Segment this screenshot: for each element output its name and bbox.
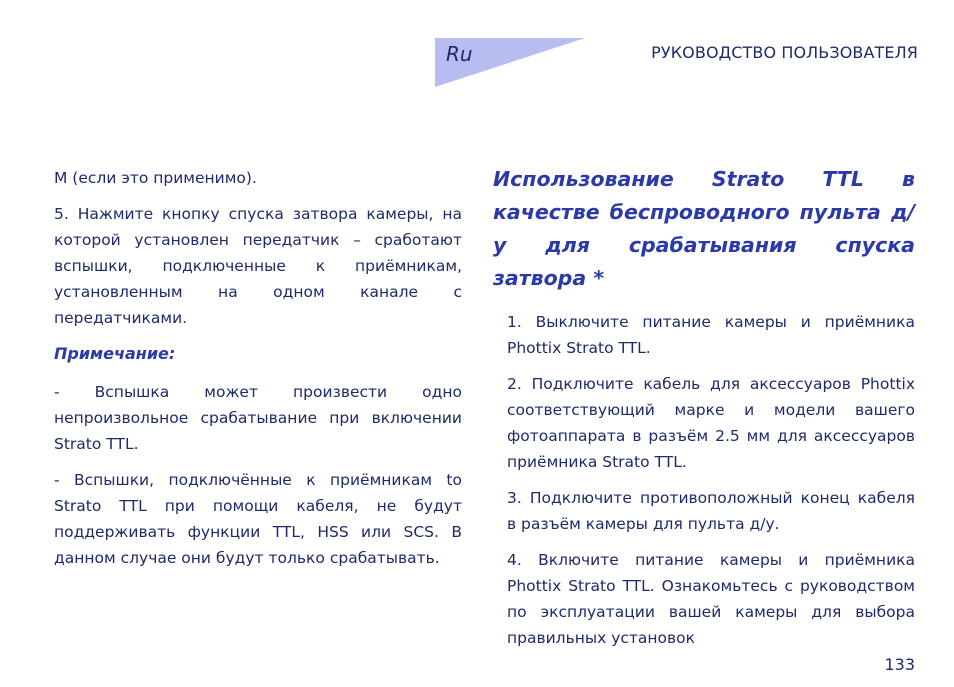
note-heading: Примечание:	[54, 344, 176, 363]
language-tab	[435, 38, 585, 87]
right-column	[493, 163, 915, 651]
header-title: РУКОВОДСТВО ПОЛЬЗОВАТЕЛЯ	[651, 43, 918, 62]
step-3-paragraph: 3. Подключите противоположный конец кабеля в разъём камеры для пульта д/у.	[507, 489, 915, 533]
left-column	[54, 165, 462, 571]
page-number: 133	[884, 655, 915, 674]
note-item-2: - Вспышки, подключённые к приёмникам to Strato TTL при помощи кабеля, не будут поддерживать функции TTL, HSS или SCS. В данном случае они будут только срабатывать.	[54, 471, 462, 567]
note-item-1: - Вспышка может произвести одно непроизвольное срабатывание при включении Strato TTL.	[54, 383, 462, 453]
step-2-paragraph: 2. Подключите кабель для аксессуаров Phottix соответствующий марке и модели вашего фотоаппарата в разъём 2.5 мм для аксессуаров приёмника Strato TTL.	[507, 375, 915, 471]
step-1-paragraph: 1. Выключите питание камеры и приёмника Phottix Strato TTL.	[507, 313, 915, 357]
paragraph-continuation: M (если это применимо).	[54, 169, 257, 187]
step-5-paragraph: 5. Нажмите кнопку спуска затвора камеры, на которой установлен передатчик – сработают вспышки, подключенные к приёмникам, установленным на одном канале с передатчиками.	[54, 205, 462, 327]
section-heading: Использование Strato TTL в качестве беспроводного пульта д/у для срабатывания спуска затвора *	[493, 167, 915, 290]
step-4-paragraph: 4. Включите питание камеры и приёмника Phottix Strato TTL. Ознакомьтесь с руководством по эксплуатации вашей камеры для выбора правильных установок	[507, 551, 915, 647]
language-label: Ru	[446, 42, 473, 66]
